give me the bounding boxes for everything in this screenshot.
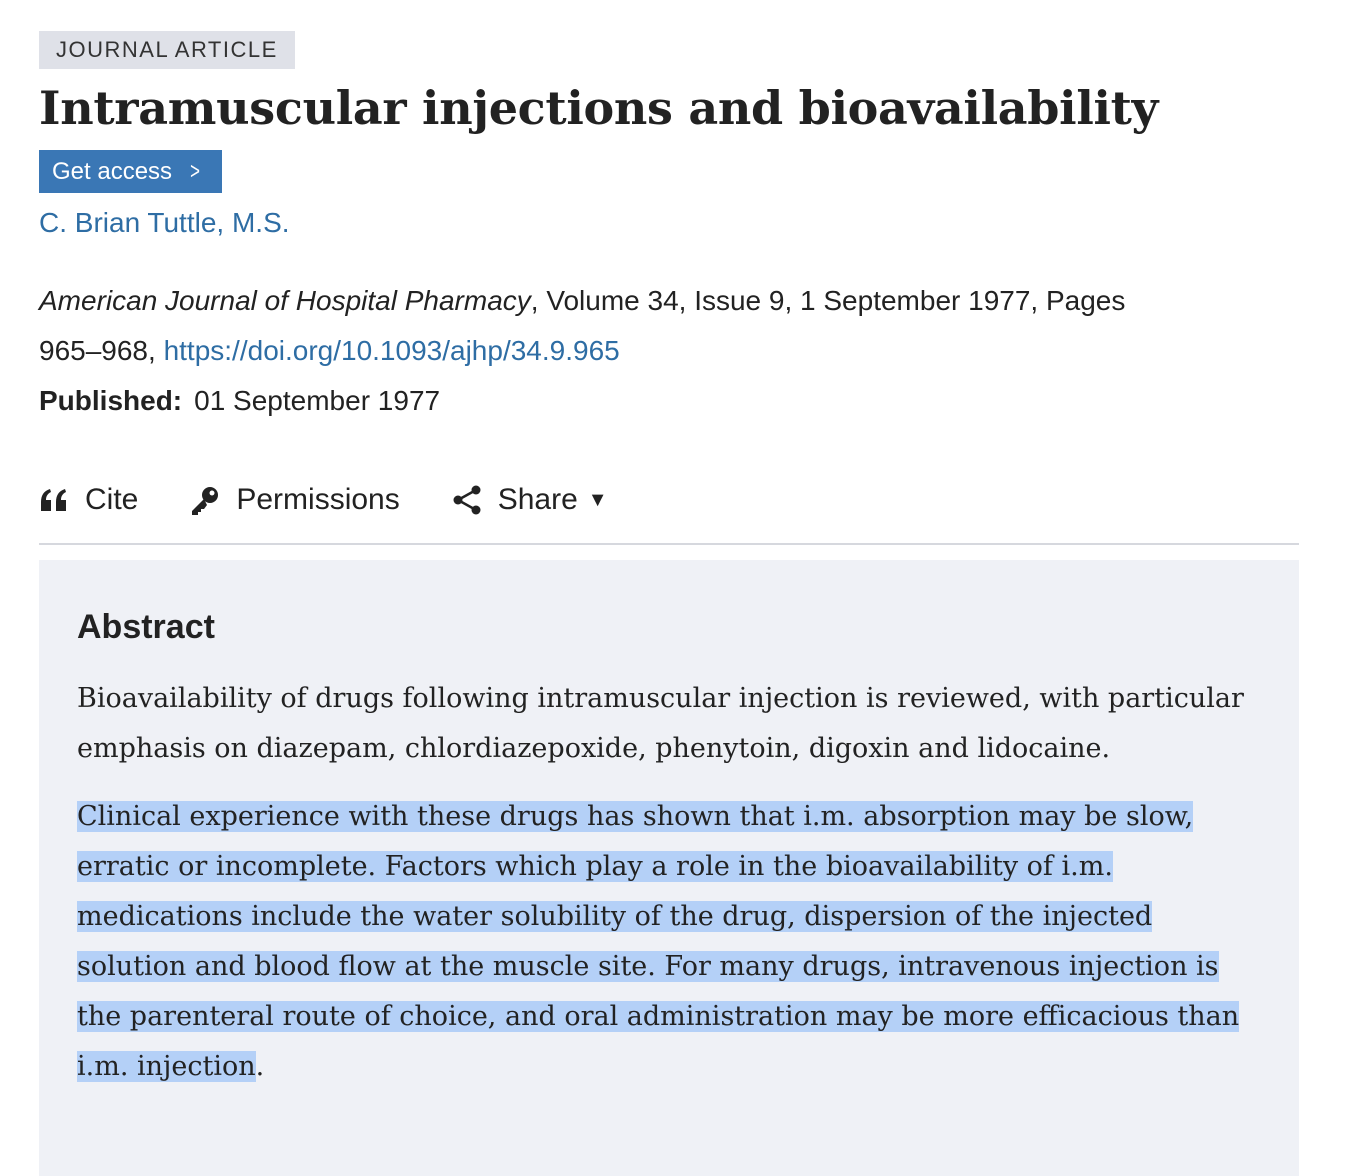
cite-button[interactable] bbox=[39, 483, 138, 517]
abstract-paragraph-1: Bioavailability of drugs following intramuscular injection is reviewed, with particular emphasis on diazepam, chlordiazepoxide, phenytoin, digoxin and lidocaine. bbox=[77, 683, 1244, 764]
abstract-heading: Abstract bbox=[77, 608, 215, 646]
article-toolbar bbox=[39, 471, 1299, 545]
doi-link[interactable]: https://doi.org/10.1093/ajhp/34.9.965 bbox=[163, 335, 620, 366]
article-page bbox=[39, 31, 1299, 1176]
cite-label: Cite bbox=[85, 483, 139, 516]
caret-down-icon: ▼ bbox=[587, 488, 608, 511]
published-date: 01 September 1977 bbox=[194, 385, 441, 416]
abstract-section bbox=[39, 560, 1299, 1176]
chevron-right-icon: > bbox=[190, 157, 200, 185]
share-label: Share bbox=[497, 483, 578, 516]
article-type-badge: JOURNAL ARTICLE bbox=[39, 31, 295, 69]
published-info bbox=[39, 376, 1299, 426]
key-icon bbox=[190, 485, 220, 515]
citation-volume-issue: , Volume 34, Issue 9, 1 September 1977, Pages bbox=[530, 285, 1126, 316]
get-access-label: Get access bbox=[52, 157, 173, 185]
share-dropdown[interactable] bbox=[452, 483, 608, 517]
share-icon bbox=[452, 485, 482, 515]
abstract-paragraph-2 bbox=[77, 792, 1261, 1092]
article-title: Intramuscular injections and bioavailability bbox=[39, 81, 1159, 135]
published-label: Published: bbox=[39, 385, 183, 416]
permissions-button[interactable] bbox=[190, 483, 399, 517]
get-access-button[interactable] bbox=[39, 150, 222, 193]
citation bbox=[39, 276, 1299, 376]
journal-name: American Journal of Hospital Pharmacy bbox=[39, 285, 531, 316]
citation-pages: 965–968, bbox=[39, 335, 164, 366]
author-link[interactable]: C. Brian Tuttle, M.S. bbox=[39, 207, 290, 238]
permissions-label: Permissions bbox=[236, 483, 400, 516]
selected-text: Clinical experience with these drugs has shown that i.m. absorption may be slow, erratic or incomplete. Factors which play a role in the bioavailability of i.m. medications include the water solubility of the drug, dispersion of the injected solution and blood flow at the muscle site. For many drugs, intravenous injection is the parenteral route of choice, and oral administration may be more efficacious than i.m. injection bbox=[77, 801, 1240, 1082]
paragraph-end: . bbox=[255, 1051, 265, 1082]
quote-icon bbox=[39, 489, 69, 511]
